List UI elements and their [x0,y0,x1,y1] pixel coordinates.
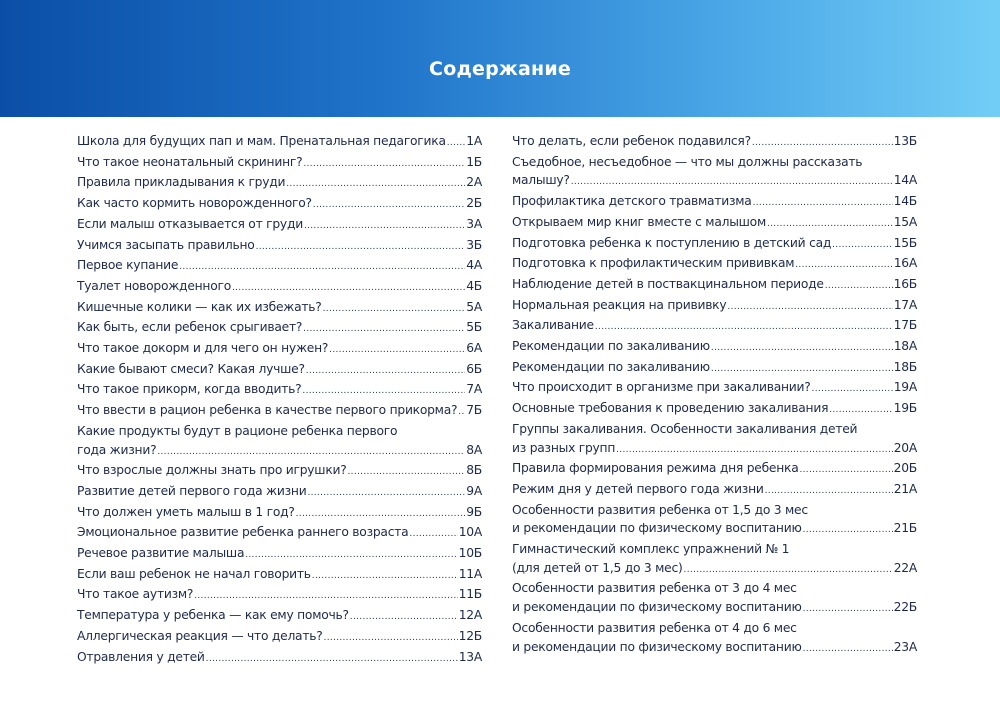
dot-leader [313,196,465,215]
toc-entry-row [77,153,482,174]
toc-entry-row [512,234,917,255]
dot-leader [447,134,466,153]
toc-entry-page: 15А [893,214,917,229]
toc-entry-page: 21А [893,481,917,496]
toc-entry[interactable] [512,399,917,420]
toc-entry-title: Школа для будущих пап и мам. Пренатальная педагогика [77,134,446,148]
dot-leader [303,155,465,174]
dot-leader [304,217,465,236]
toc-entry-page: 2Б [466,196,482,211]
page-title: Содержание [429,58,571,80]
toc-entry-title: Что должен уметь малыш в 1 год? [77,504,295,519]
toc-entry-row [77,503,482,524]
toc-entry-title: Что ввести в рацион ребенка в качестве первого прикорма? [77,403,458,418]
toc-entry-title: Отравления у детей [77,649,205,664]
toc-entry-page: 10А [458,525,482,540]
toc-entry-page: 5А [466,299,482,314]
dot-leader [711,360,893,379]
toc-entry-page: 14А [893,173,917,188]
toc-entry-title: Туалет новорожденного [77,278,231,293]
toc-entry-row [77,606,482,627]
toc-entry[interactable] [77,565,482,586]
toc-entry[interactable] [77,523,482,544]
dot-leader [767,215,893,234]
toc-entry-title: и рекомендации по физическому воспитанию [512,600,802,615]
toc-entry-title: Что такое неонатальный скрининг? [77,154,303,169]
toc-entry-page: 23А [893,639,917,654]
dot-leader [303,320,465,339]
toc-entry-title: (для детей от 1,5 до 3 мес) [512,560,683,575]
toc-entry-title: Аллергическая реакция — что делать? [77,628,323,643]
toc-entry[interactable] [77,153,482,174]
dot-leader [348,463,466,482]
dot-leader [829,401,892,420]
toc-entry[interactable] [77,544,482,565]
toc-entry-row [77,380,482,401]
toc-entry-title: Подготовка ребенка к поступлению в детский сад [512,235,832,250]
toc-entry-title: Открываем мир книг вместе с малышом [512,214,766,229]
toc-entry-page: 4А [466,258,482,273]
toc-entry[interactable] [512,254,917,275]
toc-entry-row [77,256,482,277]
toc-entry-row [77,544,482,565]
toc-entry-row [77,318,482,339]
dot-leader [795,256,892,275]
toc-entry-title: Правила прикладывания к груди [77,175,286,190]
toc-entry-page: 20А [893,440,917,455]
toc-entry-title: Рекомендации по закаливанию [512,359,710,374]
dot-leader [329,341,465,360]
dot-leader [206,650,458,669]
toc-entry[interactable] [512,192,917,213]
toc-entry-title: Что происходит в организме при закаливании? [512,380,811,395]
dot-leader [157,443,465,462]
toc-entry-row [77,401,482,422]
toc-entry-title: Рекомендации по закаливанию [512,339,710,354]
toc-entry[interactable] [512,420,917,459]
toc-entry-page: 9А [466,483,482,498]
toc-entry-page: 22А [893,560,917,575]
toc-entry[interactable] [512,378,917,399]
dot-leader [812,380,893,399]
dot-leader [752,134,893,153]
toc-entry-title-line: Группы закаливания. Особенности закаливания детей [512,421,858,436]
toc-entry-row [77,461,482,482]
toc-entry[interactable] [512,459,917,480]
toc-entry-row [77,482,482,503]
toc-entry-title: Развитие детей первого года жизни [77,483,307,498]
toc-entry[interactable] [512,480,917,501]
toc-entry-row [77,194,482,215]
toc-entry-row [512,519,917,540]
toc-entry-page: 8Б [466,463,482,478]
toc-entry-row [512,296,917,317]
toc-entry[interactable] [77,422,482,461]
toc-entry-row [512,213,917,234]
dot-leader [194,587,457,606]
toc-entry[interactable] [77,194,482,215]
toc-entry[interactable] [512,619,917,658]
dot-leader [256,238,466,257]
toc-entry-title: и рекомендации по физическому воспитанию [512,521,802,536]
toc-entry-page: 2А [466,175,482,190]
toc-entry[interactable] [512,275,917,296]
dot-leader [803,640,893,659]
toc-entry-page: 16А [893,256,917,271]
toc-entry-page: 17А [893,297,917,312]
toc-entry-page: 12А [458,608,482,623]
toc-entry-page: 11Б [458,587,482,602]
toc-entry-row [77,298,482,319]
toc-entry-page: 9Б [466,504,482,519]
toc-entry-page: 14Б [893,194,917,209]
toc-entry-page: 7А [466,382,482,397]
toc-entry-row [512,254,917,275]
toc-entry-title-line: Особенности развития ребенка от 1,5 до 3 мес [512,502,808,517]
toc-entry-row [77,132,482,153]
toc-entry[interactable] [77,236,482,257]
dot-leader [409,525,457,544]
toc-entry[interactable] [77,215,482,236]
dot-leader [595,318,893,337]
dot-leader [727,298,892,317]
toc-entry-page: 11А [458,566,482,581]
toc-entry-page: 3Б [466,237,482,252]
dot-leader [803,600,893,619]
toc-entry[interactable] [77,298,482,319]
toc-entry[interactable] [77,277,482,298]
toc-entry-page: 20Б [893,461,917,476]
toc-entry[interactable] [77,401,482,422]
header-banner [0,0,1000,117]
toc-entry[interactable] [512,234,917,255]
toc-entry-page: 18А [893,339,917,354]
toc-entry[interactable] [512,540,917,579]
toc-entry-title: Температура у ребенка — как ему помочь? [77,608,349,623]
toc-entry[interactable] [77,360,482,381]
toc-entry-title: Подготовка к профилактическим прививкам [512,256,795,271]
toc-entry[interactable] [512,579,917,618]
dot-leader [307,484,465,503]
toc-entry-title: Закаливание [512,318,594,333]
dot-leader [684,561,893,580]
dot-leader [312,567,458,586]
dot-leader [803,521,893,540]
toc-entry-title: малышу? [512,173,570,188]
toc-entry-page: 19Б [893,401,917,416]
toc-entry-row [512,638,917,659]
toc-entry[interactable] [77,256,482,277]
toc-entry[interactable] [512,501,917,540]
toc-entry-title: Какие бывают смеси? Какая лучше? [77,361,305,376]
toc-entry-page: 18Б [893,359,917,374]
toc-entry-page: 12Б [458,628,482,643]
dot-leader [765,482,893,501]
toc-entry-title: Что такое аутизм? [77,587,194,602]
toc-entry-page: 6Б [466,361,482,376]
toc-entry-page: 10Б [458,546,482,561]
toc-entry-title: Если малыш отказывается от груди [77,216,303,231]
toc-entry-title: Кишечные колики — как их избежать? [77,299,322,314]
dot-leader [245,546,457,565]
toc-entry-page: 22Б [893,600,917,615]
toc-entry[interactable] [512,316,917,337]
toc-entry-row [77,339,482,360]
toc-entry[interactable] [77,461,482,482]
toc-entry[interactable] [512,296,917,317]
toc-entry-title: и рекомендации по физическому воспитанию [512,639,802,654]
toc-entry-page: 1А [466,134,482,148]
toc-entry-row [77,565,482,586]
toc-entry-title: Что такое прикорм, когда вводить? [77,382,302,397]
toc-entry[interactable] [77,606,482,627]
toc-entry-row [512,559,917,580]
toc-entry-row [77,215,482,236]
toc-entry-row [77,523,482,544]
toc-entry[interactable] [77,339,482,360]
toc-entry-title: Как быть, если ребенок срыгивает? [77,320,303,335]
toc-entry-row [512,358,917,379]
toc-entry-title-line: Гимнастический комплекс упражнений № 1 [512,542,790,557]
toc-entry[interactable] [512,213,917,234]
dot-leader [179,258,465,277]
toc-entry-page: 15Б [893,235,917,250]
toc-entry-page: 6А [466,341,482,356]
dot-leader [825,277,893,296]
toc-entry-title: Первое купание [77,258,179,273]
toc-entry-title: Основные требования к проведению закаливания [512,401,829,416]
toc-entry[interactable] [512,132,917,153]
toc-entry-title: из разных групп [512,440,616,455]
toc-entry-row [77,627,482,648]
toc-entry-title: Что взрослые должны знать про игрушки? [77,463,347,478]
toc-entry-title: Наблюдение детей в поствакцинальном периоде [512,276,824,291]
toc-entry-title-line: Особенности развития ребенка от 4 до 6 мес [512,620,797,635]
dot-leader [350,608,458,627]
toc-entry-row [77,360,482,381]
toc-entry-title-line: Какие продукты будут в рационе ребенка первого [77,423,398,438]
toc-entry-page: 4Б [466,278,482,293]
toc-entry-row [512,316,917,337]
toc-entry-title: Как часто кормить новорожденного? [77,196,312,211]
toc-entry[interactable] [77,132,482,153]
dot-leader [324,629,458,648]
toc-entry-title: Учимся засыпать правильно [77,237,255,252]
dot-leader [286,175,465,194]
toc-right-column [512,132,917,658]
toc-left-column [77,132,482,668]
toc-entry[interactable] [512,337,917,358]
toc-entry-row [512,192,917,213]
toc-entry-title: Речевое развитие малыша [77,546,245,561]
dot-leader [753,194,893,213]
toc-entry[interactable] [77,380,482,401]
toc-entry-title-line: Съедобное, несъедобное — что мы должны рассказать [512,154,863,169]
toc-entry-page: 7Б [466,403,482,418]
dot-leader [799,461,892,480]
toc-entry[interactable] [77,318,482,339]
toc-entry-row [512,439,917,460]
toc-entry-row [77,277,482,298]
toc-entry-row [77,441,482,462]
toc-entry-row [512,275,917,296]
toc-entry-page: 21Б [893,521,917,536]
toc-entry[interactable] [77,173,482,194]
toc-entry-page: 19А [893,380,917,395]
toc-entry-title: Правила формирования режима дня ребенка [512,461,799,476]
toc-entry[interactable] [77,482,482,503]
toc-entry-row [512,378,917,399]
toc-entry-row [512,171,917,192]
toc-entry-row [512,132,917,153]
dot-leader [302,382,465,401]
toc-entry-row [512,459,917,480]
dot-leader [571,173,893,192]
toc-entry-title: Что делать, если ребенок подавился? [512,134,751,148]
toc-entry-row [77,585,482,606]
toc-entry-title: Режим дня у детей первого года жизни [512,481,764,496]
toc-entry[interactable] [77,648,482,669]
toc-entry[interactable] [512,153,917,192]
toc-entry-row [512,399,917,420]
dot-leader [458,403,465,422]
dot-leader [323,300,466,319]
toc-entry-page: 3А [466,216,482,231]
toc-entry-row [77,236,482,257]
toc-entry-title: Эмоциональное развитие ребенка раннего возраста [77,525,409,540]
toc-entry-page: 13А [458,649,482,664]
toc-entry-row [512,337,917,358]
dot-leader [711,339,893,358]
toc-entry-row [77,173,482,194]
toc-entry-page: 16Б [893,276,917,291]
toc-entry-page: 1Б [466,154,482,169]
toc-entry-title: Нормальная реакция на прививку [512,297,727,312]
dot-leader [832,236,893,255]
dot-leader [232,279,465,298]
toc-entry-page: 5Б [466,320,482,335]
dot-leader [616,441,893,460]
toc-entry-row [77,648,482,669]
toc-entry-title: Профилактика детского травматизма [512,194,752,209]
toc-entry-page: 13Б [893,134,917,148]
toc-entry-title: Если ваш ребенок не начал говорить [77,566,311,581]
toc-entry-page: 8А [466,442,482,457]
toc-entry-row [512,598,917,619]
toc-entry-title: Что такое докорм и для чего он нужен? [77,341,329,356]
dot-leader [306,362,466,381]
toc-entry[interactable] [512,358,917,379]
toc-entry[interactable] [77,627,482,648]
toc-entry-title-line: Особенности развития ребенка от 3 до 4 мес [512,581,797,596]
dot-leader [296,505,466,524]
toc-entry-title: года жизни? [77,442,157,457]
toc-entry-page: 17Б [893,318,917,333]
toc-entry[interactable] [77,585,482,606]
toc-entry-row [512,480,917,501]
toc-entry[interactable] [77,503,482,524]
